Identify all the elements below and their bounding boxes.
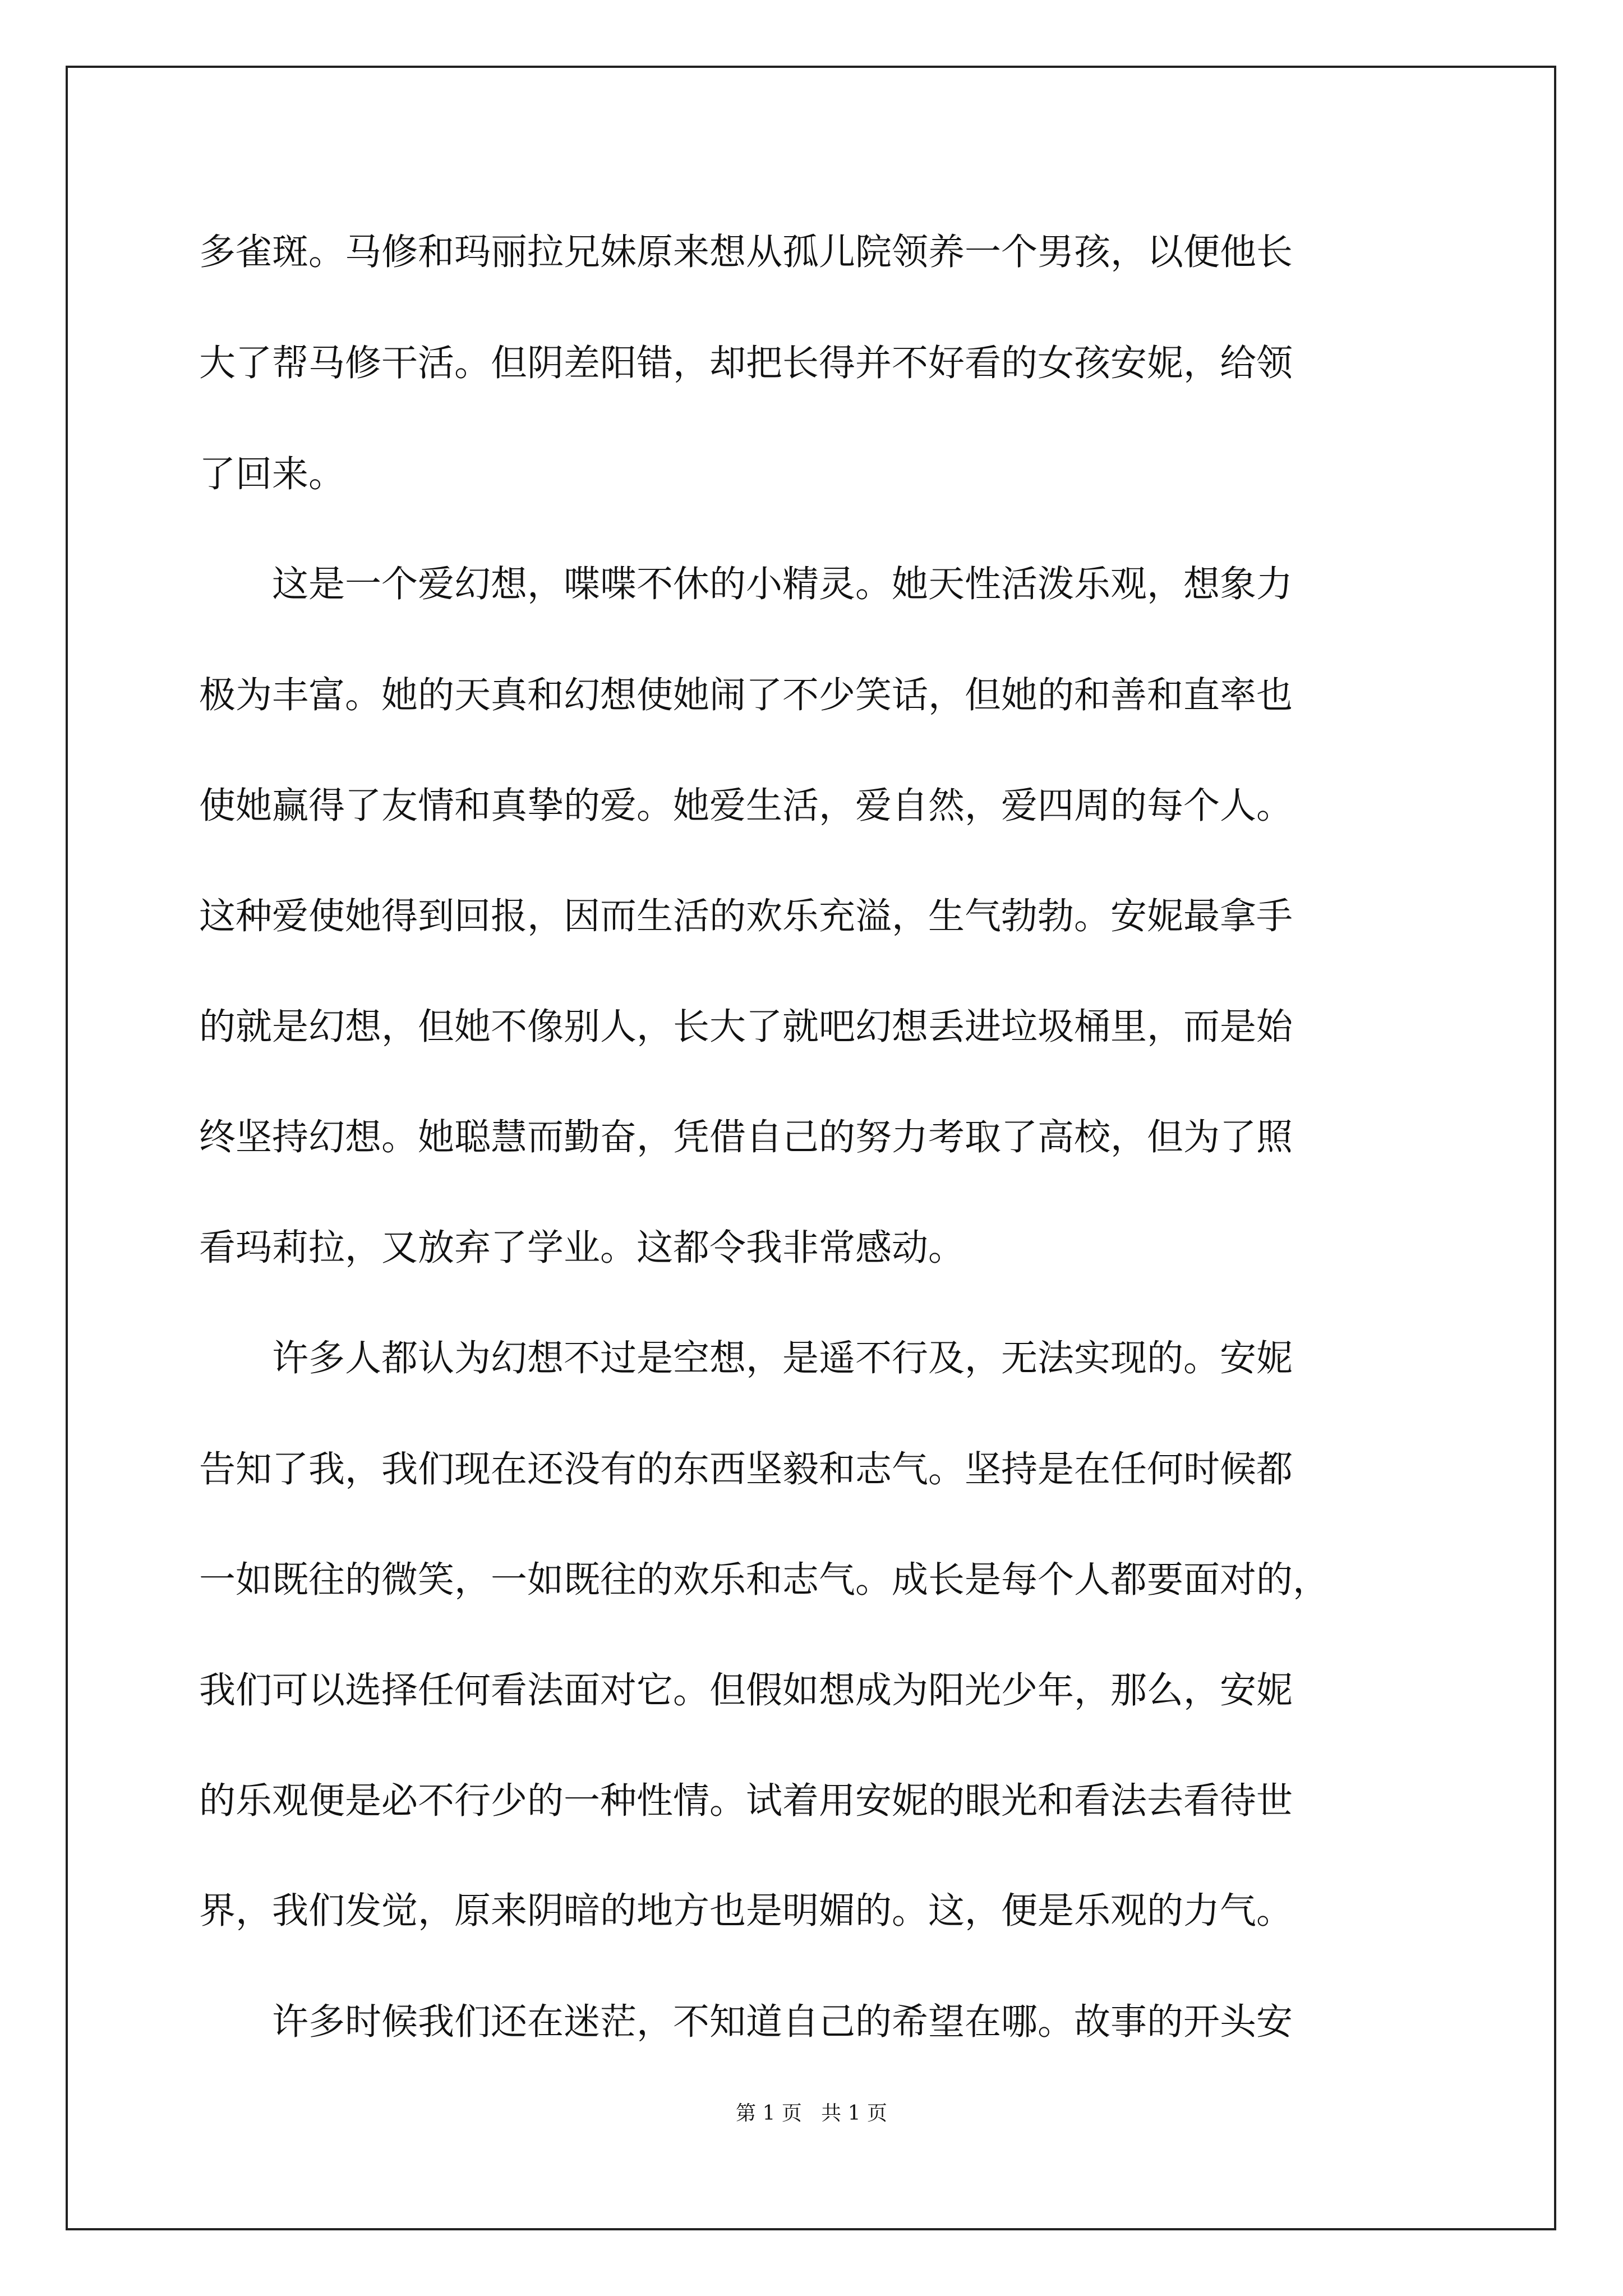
text-line: 许多时候我们还在迷茫，不知道自己的希望在哪。故事的开头安 bbox=[199, 2001, 1293, 2043]
text-line: 界，我们发觉，原来阴暗的地方也是明媚的。这，便是乐观的力气。 bbox=[199, 1890, 1293, 1932]
text-line: 的乐观便是必不行少的一种性情。试着用安妮的眼光和看法去看待世 bbox=[199, 1780, 1293, 1822]
text-line: 我们可以选择任何看法面对它。但假如想成为阳光少年，那么，安妮 bbox=[199, 1669, 1293, 1711]
text-line: 多雀斑。马修和玛丽拉兄妹原来想从孤儿院领养一个男孩，以便他长 bbox=[199, 231, 1293, 273]
text-line: 的就是幻想，但她不像别人，长大了就吧幻想丢进垃圾桶里，而是始 bbox=[199, 1006, 1293, 1048]
text-line: 终坚持幻想。她聪慧而勤奋，凭借自己的努力考取了高校，但为了照 bbox=[199, 1116, 1293, 1158]
text-line: 告知了我，我们现在还没有的东西坚毅和志气。坚持是在任何时候都 bbox=[199, 1448, 1293, 1490]
text-line: 极为丰富。她的天真和幻想使她闹了不少笑话，但她的和善和直率也 bbox=[199, 674, 1293, 716]
page-number-footer: 第 1 页 共 1 页 bbox=[736, 2102, 887, 2125]
text-line: 许多人都认为幻想不过是空想，是遥不行及，无法实现的。安妮 bbox=[199, 1337, 1293, 1379]
text-line: 看玛莉拉，又放弃了学业。这都令我非常感动。 bbox=[199, 1227, 965, 1269]
text-line: 这是一个爱幻想，喋喋不休的小精灵。她天性活泼乐观，想象力 bbox=[199, 563, 1293, 605]
text-line: 了回来。 bbox=[199, 453, 345, 495]
text-line: 使她赢得了友情和真挚的爱。她爱生活，爱自然，爱四周的每个人。 bbox=[199, 785, 1293, 827]
text-line: 一如既往的微笑，一如既往的欢乐和志气。成长是每个人都要面对的， bbox=[199, 1559, 1330, 1601]
text-line: 这种爱使她得到回报，因而生活的欢乐充溢，生气勃勃。安妮最拿手 bbox=[199, 895, 1293, 937]
text-line: 大了帮马修干活。但阴差阳错，却把长得并不好看的女孩安妮，给领 bbox=[199, 342, 1293, 384]
